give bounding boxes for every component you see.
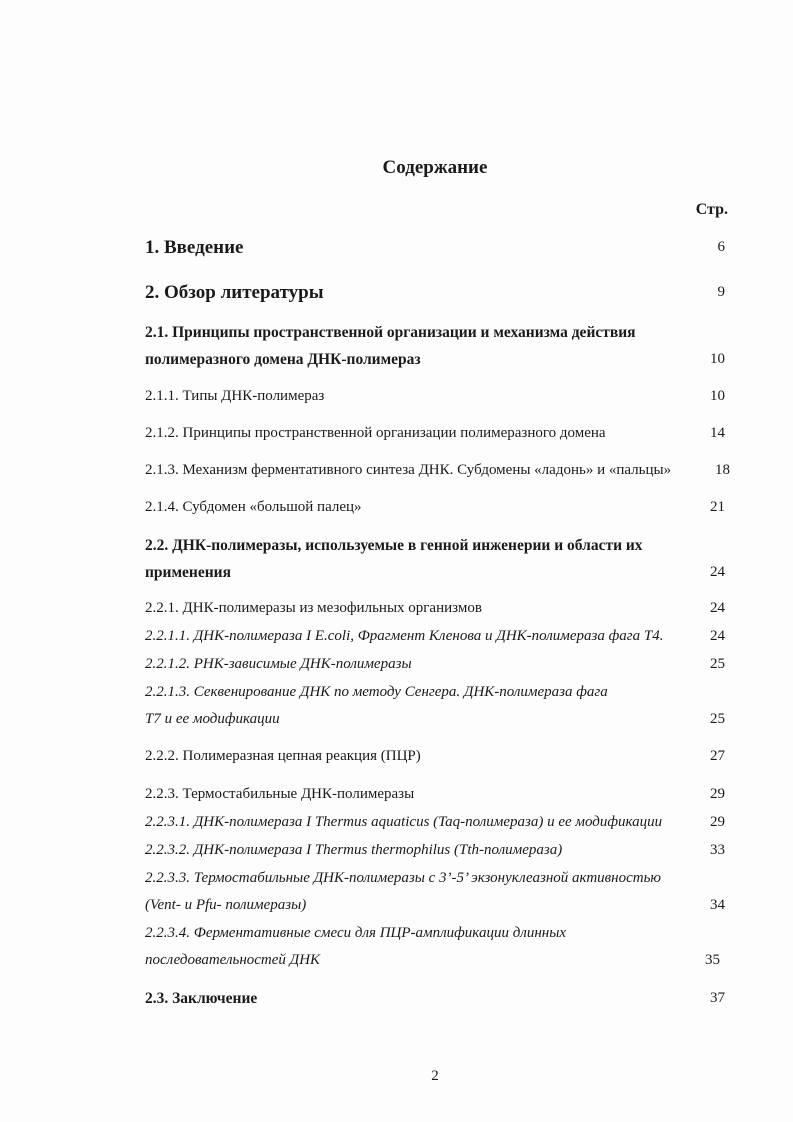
toc-entry-page: 21 (710, 499, 725, 515)
toc-entry-page: 37 (710, 990, 725, 1006)
toc-entry-text: 2.2. ДНК-полимеразы, используемые в генной инженерии и области их применения (145, 537, 643, 581)
toc-entry (145, 279, 725, 306)
toc-entry-text: 2. Обзор литературы (145, 282, 324, 303)
toc-entry-text: 2.2.3.4. Ферментативные смеси для ПЦР-амплификации длинных последовательностей ДНК (145, 925, 567, 968)
toc-entry-page: 14 (710, 425, 725, 441)
toc-entry-text: 2.2.1.1. ДНК-полимераза I E.coli, Фрагмент Кленова и ДНК-полимераза фага Т4. (145, 628, 664, 644)
toc-entry-text: 2.1.3. Механизм ферментативного синтеза ДНК. Субдомены «ладонь» и «пальцы» (145, 462, 672, 478)
toc-entry (145, 532, 725, 586)
toc-entry (145, 651, 725, 678)
toc-entry-text: 1. Введение (145, 237, 244, 258)
toc-entry (145, 781, 725, 808)
page-column-label: Стр. (695, 201, 728, 218)
toc-entry-page: 35 (705, 952, 720, 968)
toc-entry-page: 25 (710, 656, 725, 672)
toc-entry-page: 24 (710, 628, 725, 644)
toc-entry-page: 24 (710, 600, 725, 616)
toc-entry (145, 865, 725, 919)
toc-entry-text: 2.2.3.3. Термостабильные ДНК-полимеразы с 3’-5’ экзонуклеазной активностью (Vent- и Pfu- полимеразы) (145, 870, 662, 913)
toc-entry-text: 2.2.1.3. Секвенирование ДНК по методу Сенгера. ДНК-полимераза фага Т7 и ее модификации (145, 684, 608, 727)
toc-entry (145, 319, 725, 373)
toc-entry (145, 457, 730, 484)
toc-entry-text: 2.2.2. Полимеразная цепная реакция (ПЦР) (145, 748, 421, 764)
toc-entry-page: 25 (710, 711, 725, 727)
toc-entry-text: 2.2.1.2. РНК-зависимые ДНК-полимеразы (145, 656, 412, 672)
toc-entry (145, 595, 725, 622)
toc-entry-page: 27 (710, 748, 725, 764)
toc-entry (145, 809, 725, 836)
toc-entry-text: 2.3. Заключение (145, 990, 258, 1007)
toc-entry (145, 420, 725, 447)
toc-entry-text: 2.2.3.2. ДНК-полимераза I Thermus thermophilus (Tth-полимераза) (145, 842, 563, 858)
toc-entry-page: 10 (710, 351, 725, 367)
toc-entry (145, 623, 725, 650)
toc-entry (145, 837, 725, 864)
toc-entry-text: 2.1. Принципы пространственной организации и механизма действия полимеразного домена ДНК-полимераз (145, 324, 636, 368)
toc-entry (145, 383, 725, 410)
toc-entry-page: 29 (710, 786, 725, 802)
toc-entry-text: 2.1.2. Принципы пространственной организации полимеразного домена (145, 425, 606, 441)
toc-entry-text: 2.1.4. Субдомен «большой палец» (145, 499, 362, 515)
toc-entry (145, 985, 725, 1012)
toc-entry-text: 2.2.1. ДНК-полимеразы из мезофильных организмов (145, 600, 482, 616)
toc-entry-page: 24 (710, 564, 725, 580)
toc-entry (145, 234, 725, 261)
toc-entry-text: 2.1.1. Типы ДНК-полимераз (145, 388, 325, 404)
toc-entry (145, 743, 725, 770)
toc-entry-page: 9 (717, 284, 725, 300)
toc-entry-page: 29 (710, 814, 725, 830)
toc-entry (145, 679, 725, 733)
toc-entry-page: 18 (715, 462, 730, 478)
toc-entry-page: 34 (710, 897, 725, 913)
toc-entry-text: 2.2.3.1. ДНК-полимераза I Thermus aquaticus (Taq-полимераза) и ее модификации (145, 814, 663, 830)
toc-title: Содержание (382, 157, 488, 178)
toc-entry (145, 920, 720, 974)
toc-entry (145, 494, 725, 521)
toc-entry-text: 2.2.3. Термостабильные ДНК-полимеразы (145, 786, 415, 802)
page-number: 2 (431, 1068, 439, 1084)
toc-entry-page: 10 (710, 388, 725, 404)
toc-entry-page: 6 (717, 239, 725, 255)
toc-entry-page: 33 (710, 842, 725, 858)
